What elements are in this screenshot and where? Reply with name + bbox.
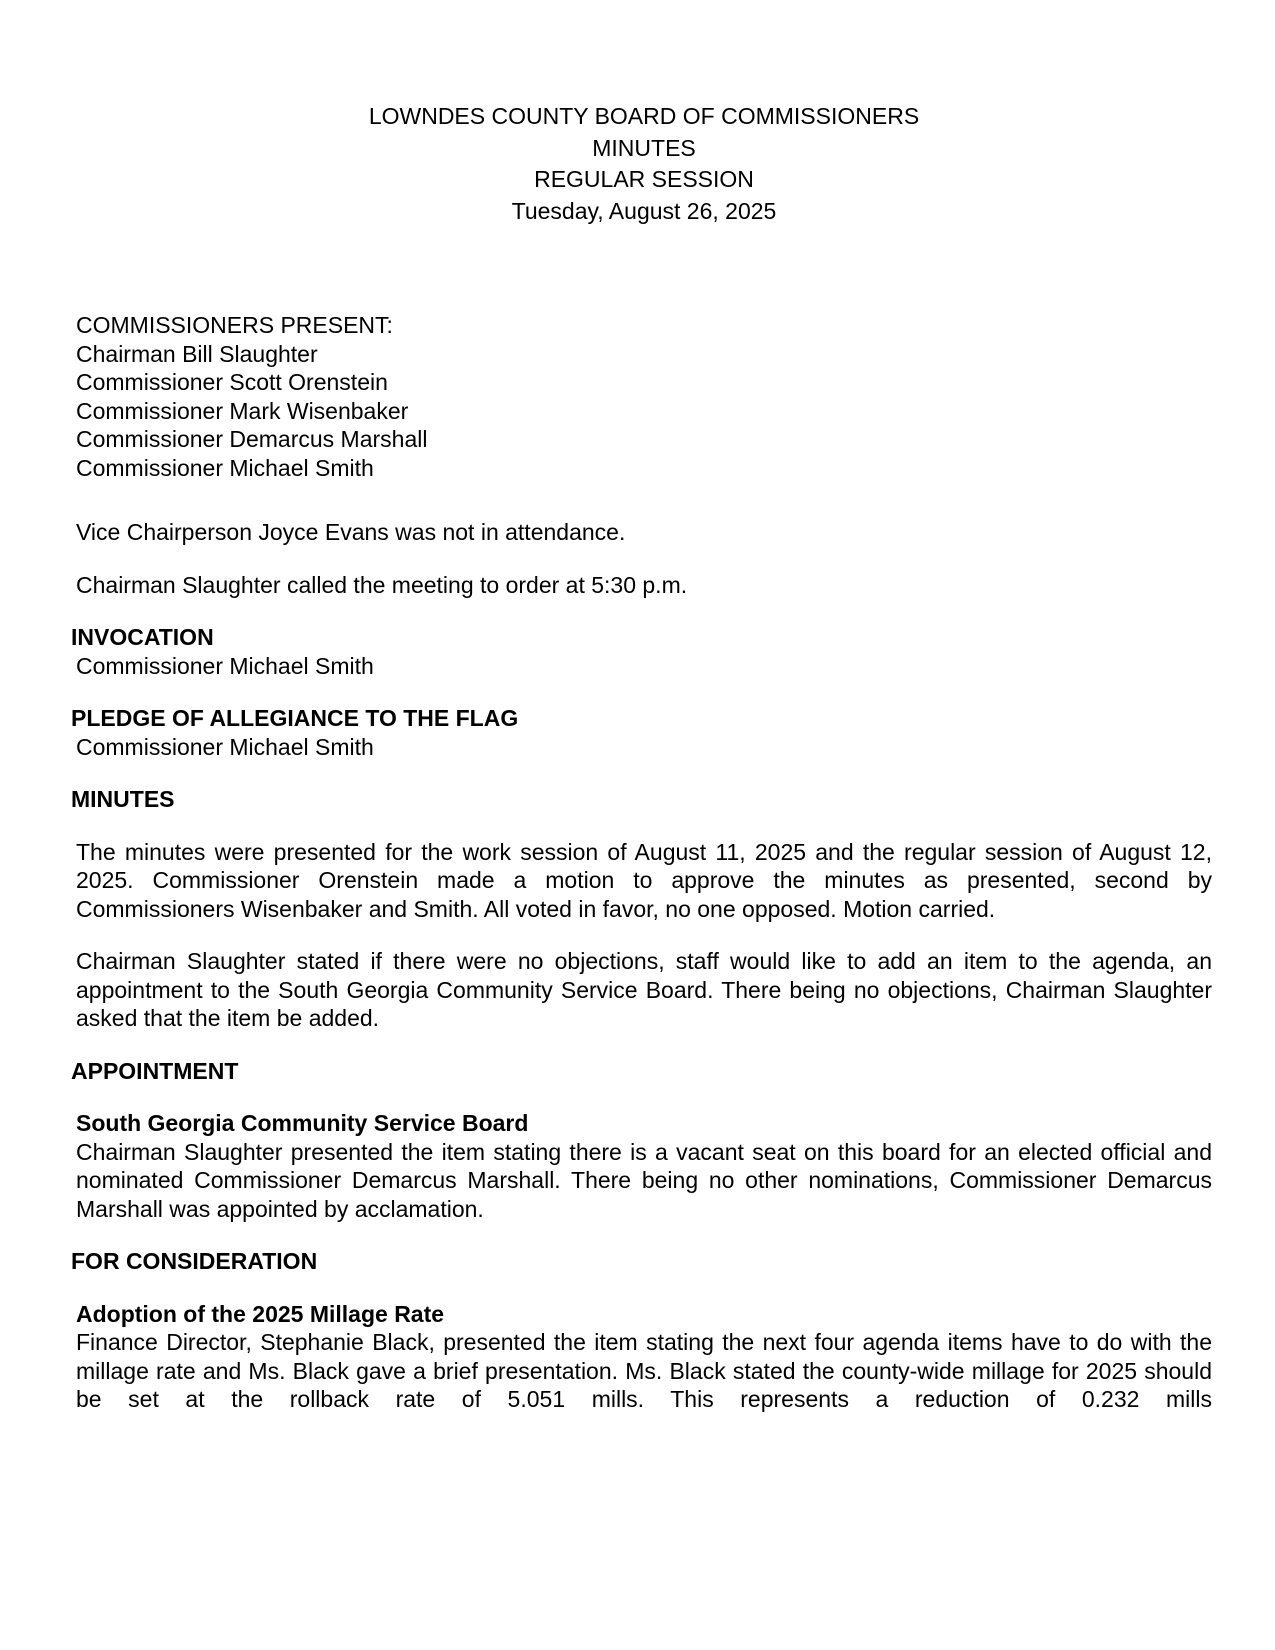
minutes-paragraph-2: Chairman Slaughter stated if there were no objections, staff would like to add an item to the agenda, an appointment to the South Georgia Community Service Board. There being no objections, Chairman Slaughter asked that the item be added. [76, 948, 1212, 1031]
appointment-heading: APPOINTMENT [71, 1057, 239, 1084]
commissioner-name: Commissioner Scott Orenstein [76, 369, 388, 395]
commissioner-name: Commissioner Demarcus Marshall [76, 426, 428, 452]
org-name: LOWNDES COUNTY BOARD OF COMMISSIONERS [368, 103, 920, 129]
invocation-presenter: Commissioner Michael Smith [76, 652, 374, 679]
meeting-date: Tuesday, August 26, 2025 [511, 197, 777, 224]
absence-note: Vice Chairperson Joyce Evans was not in attendance. [76, 519, 626, 545]
commissioners-present-heading: COMMISSIONERS PRESENT: [76, 312, 393, 338]
consideration-item-body: Finance Director, Stephanie Black, presented the item stating the next four agenda items have to do with the millage rate and Ms. Black gave a brief presentation. Ms. Black stated the county-wide millage for 2025 should be set at the rollback rate of 5.051 mills. This represents a reduction of 0.232 mills [76, 1329, 1212, 1412]
for-consideration-section [71, 1247, 1212, 1414]
invocation-section [71, 623, 1212, 680]
minutes-section [71, 785, 1212, 1033]
commissioner-name: Commissioner Michael Smith [76, 454, 374, 481]
minutes-heading: MINUTES [71, 786, 175, 812]
call-to-order: Chairman Slaughter called the meeting to order at 5:30 p.m. [76, 571, 688, 598]
commissioner-name: Commissioner Mark Wisenbaker [76, 397, 409, 424]
appointment-section [71, 1057, 1212, 1224]
pledge-presenter: Commissioner Michael Smith [76, 733, 374, 760]
appointment-item-title: South Georgia Community Service Board [76, 1110, 529, 1136]
pledge-section [71, 704, 1212, 761]
minutes-paragraph-1: The minutes were presented for the work session of August 11, 2025 and the regular session of August 12, 2025. Commissioner Orenstein made a motion to approve the minutes as presented, second by Commissioners Wisenbaker and Smith. All voted in favor, no one opposed. Motion carried. [76, 838, 1212, 922]
for-consideration-heading: FOR CONSIDERATION [71, 1248, 318, 1274]
invocation-heading: INVOCATION [71, 624, 214, 650]
session-type: REGULAR SESSION [534, 166, 754, 192]
document-title-block [76, 101, 1212, 227]
appointment-item-body: Chairman Slaughter presented the item stating there is a vacant seat on this board for an elected official and nominated Commissioner Demarcus Marshall. There being no other nominations, Commissioner Demarcus Marshall was appointed by acclamation. [76, 1138, 1212, 1222]
pledge-heading: PLEDGE OF ALLEGIANCE TO THE FLAG [71, 705, 519, 731]
doc-type: MINUTES [592, 134, 696, 161]
commissioner-name: Chairman Bill Slaughter [76, 340, 318, 367]
commissioners-present-section [76, 311, 1212, 482]
consideration-item [76, 1300, 1212, 1414]
appointment-item [76, 1109, 1212, 1223]
consideration-item-title: Adoption of the 2025 Millage Rate [76, 1300, 445, 1327]
